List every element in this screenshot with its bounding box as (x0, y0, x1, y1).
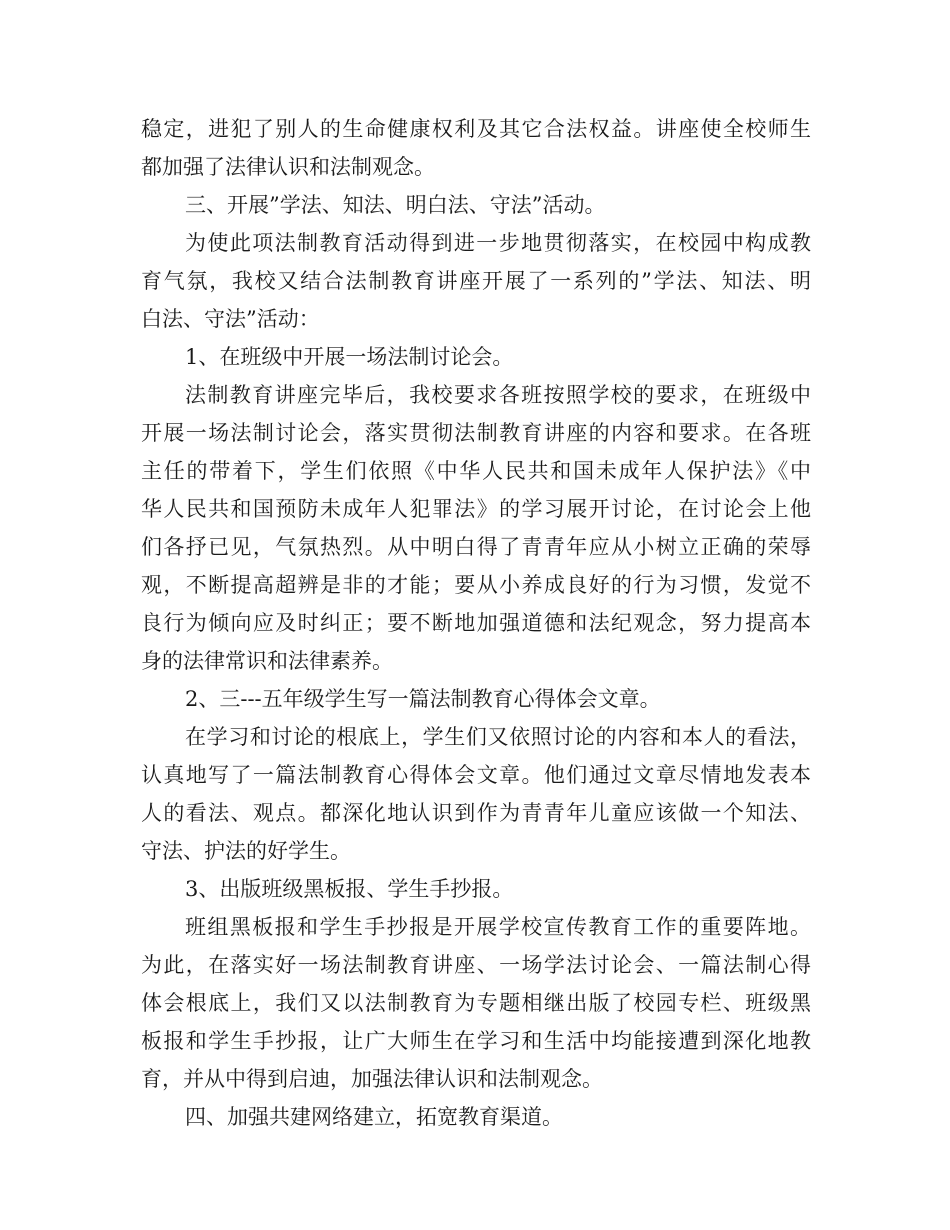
text-line: 主任的带着下，学生们依照《中华人民共和国未成年人保护法》《中 (141, 459, 811, 483)
text-line: 守法、护法的好学生。 (141, 839, 351, 863)
text-line: 板报和学生手抄报，让广大师生在学习和生活中均能接遭到深化地教 (141, 1029, 811, 1053)
document-page (141, 110, 811, 1136)
text-line: 育气氛，我校又结合法制教育讲座开展了一系列的”学法、知法、明 (141, 269, 811, 293)
text-line: 华人民共和国预防未成年人犯罪法》的学习展开讨论，在讨论会上他 (141, 497, 811, 521)
text-line: 四、加强共建网络建立，拓宽教育渠道。 (185, 1105, 563, 1129)
text-line: 身的法律常识和法律素养。 (141, 649, 393, 673)
text-line: 为此，在落实好一场法制教育讲座、一场学法讨论会、一篇法制心得 (141, 953, 811, 977)
text-line: 在学习和讨论的根底上，学生们又依照讨论的内容和本人的看法， (185, 725, 811, 749)
text-line: 都加强了法律认识和法制观念。 (141, 155, 435, 179)
text-line: 育，并从中得到启迪，加强法律认识和法制观念。 (141, 1067, 603, 1091)
text-line: 观，不断提高超辨是非的才能；要从小养成良好的行为习惯，发觉不 (141, 573, 811, 597)
text-line: 法制教育讲座完毕后，我校要求各班按照学校的要求，在班级中 (185, 383, 811, 407)
text-line: 班组黑板报和学生手抄报是开展学校宣传教育工作的重要阵地。 (185, 915, 811, 939)
text-line: 体会根底上，我们又以法制教育为专题相继出版了校园专栏、班级黑 (141, 991, 811, 1015)
text-line: 2、三---五年级学生写一篇法制教育心得体会文章。 (185, 687, 661, 711)
text-line: 1、在班级中开展一场法制讨论会。 (185, 345, 514, 369)
text-line: 人的看法、观点。都深化地认识到作为青青年儿童应该做一个知法、 (141, 801, 811, 825)
text-line: 认真地写了一篇法制教育心得体会文章。他们通过文章尽情地发表本 (141, 763, 811, 787)
text-line: 三、开展”学法、知法、明白法、守法”活动。 (185, 193, 606, 217)
text-line: 开展一场法制讨论会，落实贯彻法制教育讲座的内容和要求。在各班 (141, 421, 811, 445)
text-line: 良行为倾向应及时纠正；要不断地加强道德和法纪观念，努力提高本 (141, 611, 811, 635)
text-line: 3、出版班级黑板报、学生手抄报。 (185, 877, 514, 901)
text-line: 们各抒已见，气氛热烈。从中明白得了青青年应从小树立正确的荣辱 (141, 535, 811, 559)
text-line: 稳定，进犯了别人的生命健康权利及其它合法权益。讲座使全校师生 (141, 117, 811, 141)
text-line: 白法、守法”活动： (141, 307, 320, 331)
text-line: 为使此项法制教育活动得到进一步地贯彻落实，在校园中构成教 (185, 231, 811, 255)
